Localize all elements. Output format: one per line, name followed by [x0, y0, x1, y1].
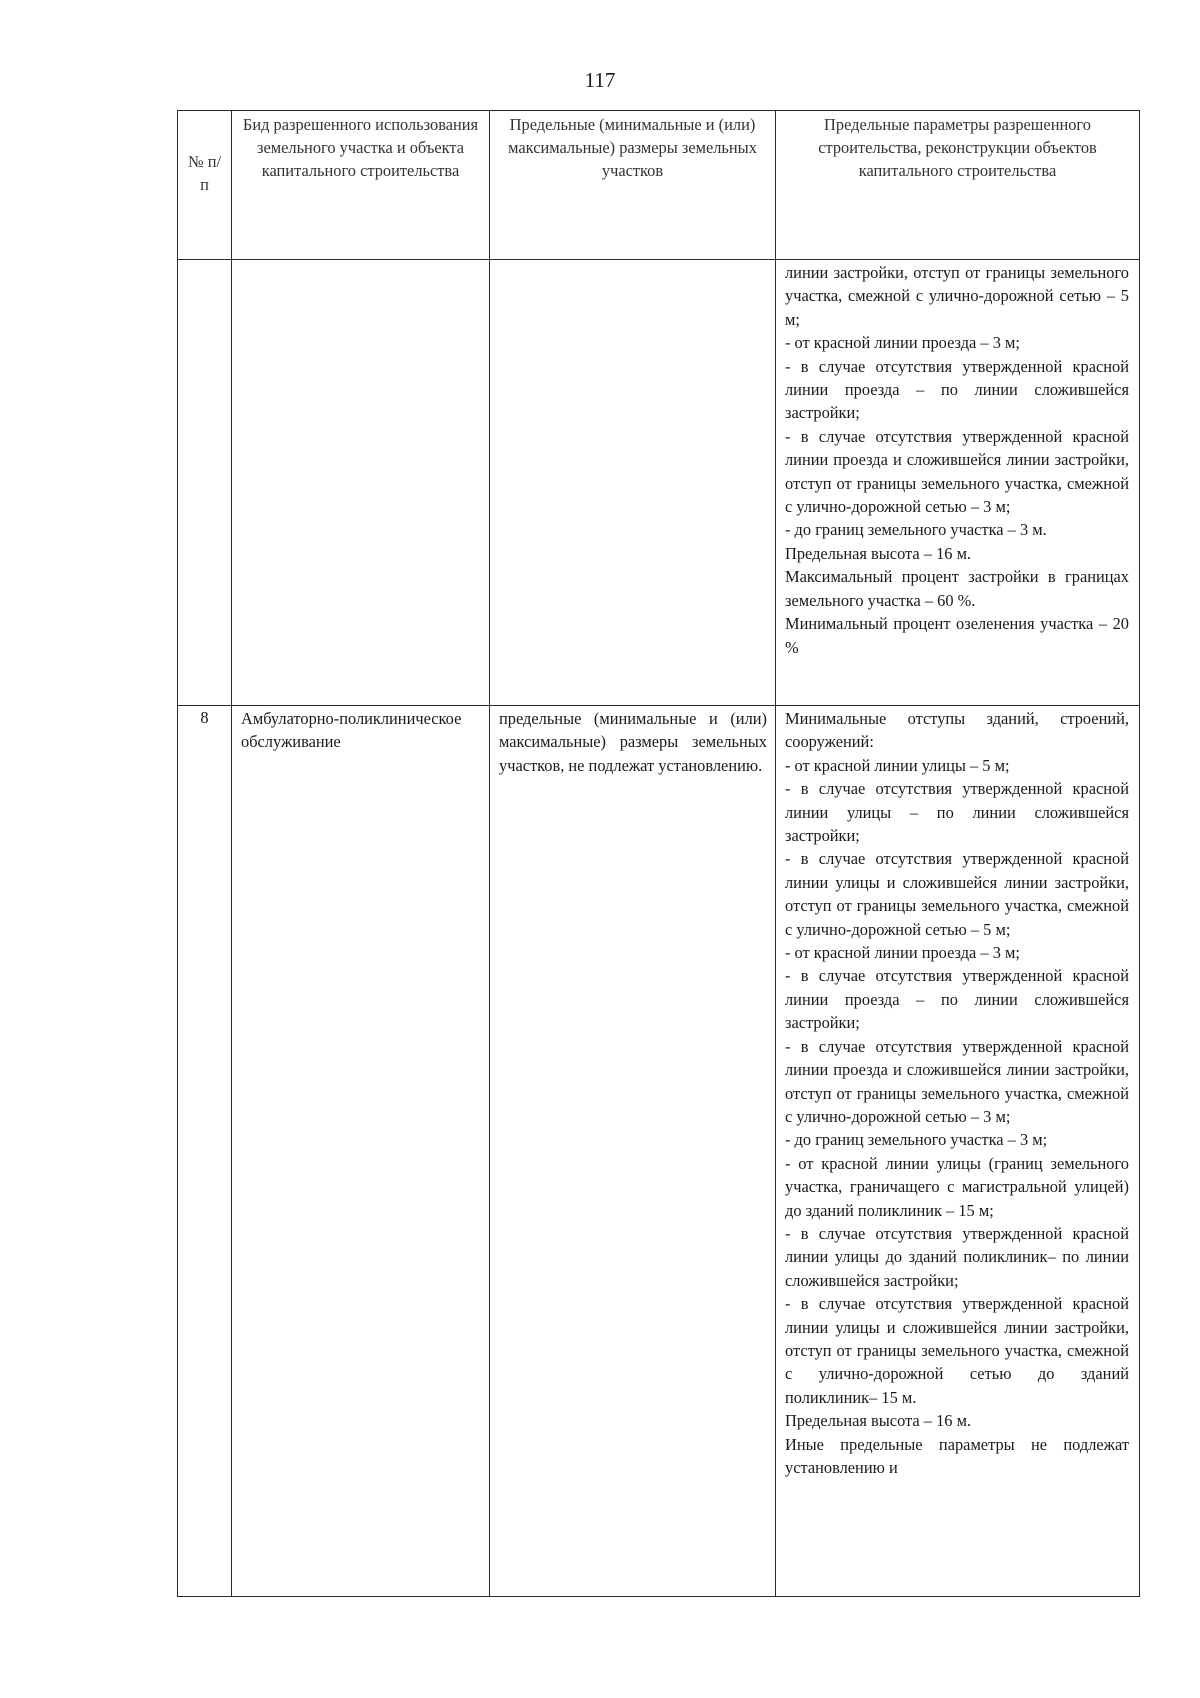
params-list	[776, 706, 1139, 1479]
param-line: - от красной линии улицы – 5 м;	[785, 755, 1010, 775]
param-line: - в случае отсутствия утвержденной красной линии проезда и сложившейся линии застройки, отступ от границы земельного участка, смежной с улично-дорожной сетью – 3 м;	[785, 426, 1129, 517]
param-line: - в случае отсутствия утвержденной красной линии проезда – по линии сложившейся застройки;	[785, 966, 1129, 1033]
params-cell	[776, 260, 1140, 706]
param-line: - в случае отсутствия утвержденной красной линии проезда – по линии сложившейся застройки;	[785, 356, 1129, 423]
param-line: - от красной линии проезда – 3 м;	[785, 943, 1020, 963]
plot-size-cell	[490, 260, 776, 706]
param-line: - в случае отсутствия утвержденной красной линии улицы и сложившейся линии застройки, отступ от границы земельного участка, смежной с улично-дорожной сетью до зданий поликлиник– 15 м.	[785, 1294, 1129, 1407]
param-line: - от красной линии проезда – 3 м;	[785, 333, 1020, 353]
header-plot-size: Предельные (минимальные и (или) максимальные) размеры земельных участков	[490, 111, 776, 260]
params-cell	[776, 706, 1140, 1597]
table-header-row	[178, 111, 1140, 260]
table-row	[178, 260, 1140, 706]
param-line: Предельная высота – 16 м.	[785, 1411, 972, 1431]
header-number: № п/п	[178, 111, 232, 260]
page-number: 117	[584, 68, 616, 92]
param-line: - до границ земельного участка – 3 м.	[785, 520, 1047, 540]
plot-size-cell: предельные (минимальные и (или) максимальные) размеры земельных участков, не подлежат установлению.	[490, 706, 776, 1597]
param-line: линии застройки, отступ от границы земельного участка, смежной с улично-дорожной сетью – 5 м;	[785, 263, 1129, 329]
param-line: - в случае отсутствия утвержденной красной линии улицы – по линии сложившейся застройки;	[785, 779, 1129, 846]
params-list	[776, 260, 1139, 659]
regulations-table	[177, 110, 1140, 1597]
param-line: Минимальный процент озеленения участка – 20 %	[785, 614, 1129, 657]
param-line: Иные предельные параметры не подлежат установлению и	[785, 1434, 1129, 1477]
row-number	[178, 260, 232, 706]
param-line: - в случае отсутствия утвержденной красной линии улицы и сложившейся линии застройки, отступ от границы земельного участка, смежной с улично-дорожной сетью – 5 м;	[785, 849, 1129, 939]
header-construction-params: Предельные параметры разрешенного строительства, реконструкции объектов капитального строительства	[776, 111, 1140, 260]
table-row	[178, 706, 1140, 1597]
param-line: - в случае отсутствия утвержденной красной линии проезда и сложившейся линии застройки, отступ от границы земельного участка, смежной с улично-дорожной сетью – 3 м;	[785, 1036, 1129, 1126]
usage-kind-cell	[232, 260, 490, 706]
param-line: Минимальные отступы зданий, строений, сооружений:	[785, 709, 1129, 752]
param-line: - до границ земельного участка – 3 м;	[785, 1130, 1048, 1150]
header-usage-kind: Бид разрешенного использования земельного участка и объекта капитального строительства	[232, 111, 490, 260]
param-line: - в случае отсутствия утвержденной красной линии улицы до зданий поликлиник– по линии сложившейся застройки;	[785, 1223, 1129, 1290]
param-line: Максимальный процент застройки в границах земельного участка – 60 %.	[785, 567, 1129, 610]
param-line: - от красной линии улицы (границ земельного участка, граничащего с магистральной улицей) до зданий поликлиник – 15 м;	[785, 1153, 1129, 1220]
row-number: 8	[178, 706, 232, 1597]
usage-kind-cell: Амбулаторно-поликлиническое обслуживание	[232, 706, 490, 1597]
param-line: Предельная высота – 16 м.	[785, 543, 972, 563]
